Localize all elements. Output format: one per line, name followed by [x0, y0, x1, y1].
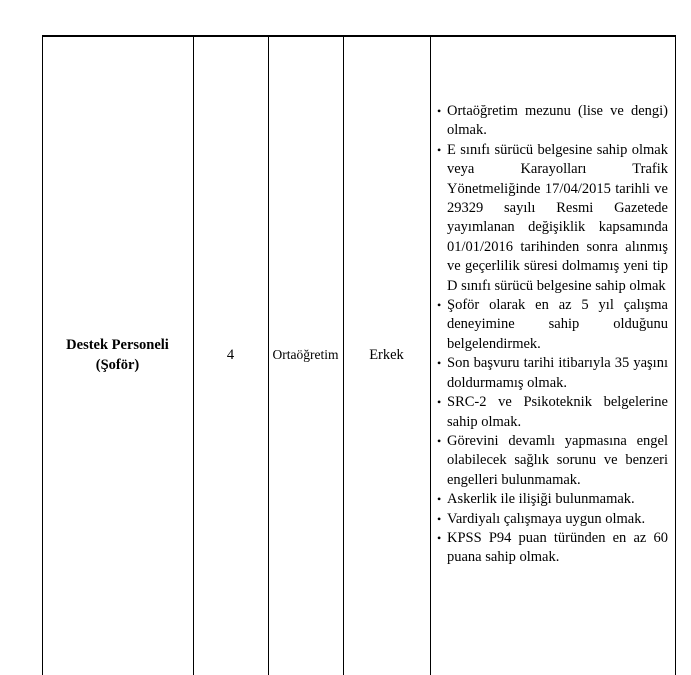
- requirement-text: Ortaöğretim mezunu (lise ve dengi) olmak.: [447, 103, 668, 139]
- bullet-icon: •: [437, 356, 442, 371]
- position-title-cell: [42, 35, 193, 675]
- position-title-line2: (Şoför): [95, 357, 140, 373]
- list-item: [438, 354, 668, 393]
- list-item: [438, 141, 668, 296]
- position-title: [66, 335, 169, 375]
- list-item: [438, 296, 668, 354]
- gender-cell: [343, 35, 430, 675]
- requirement-text: Vardiyalı çalışmaya uygun olmak.: [447, 510, 646, 527]
- requirement-text: Görevini devamlı yapmasına engel olabilecek sağlık sorunu ve benzeri engelleri bulunmamak.: [447, 432, 668, 488]
- education-cell: [268, 35, 343, 675]
- education-level: Ortaöğretim: [272, 347, 339, 362]
- requirement-text: KPSS P94 puan türünden en az 60 puana sahip olmak.: [447, 529, 668, 566]
- list-item: [438, 102, 668, 141]
- bullet-icon: •: [437, 511, 442, 526]
- requirement-text: SRC-2 ve Psikoteknik belgelerine sahip olmak.: [447, 394, 668, 430]
- column-border-right: [675, 35, 676, 675]
- bullet-icon: •: [437, 433, 442, 448]
- requirement-text: Şoför olarak en az 5 yıl çalışma deneyimine sahip olduğunu belgelendirmek.: [447, 297, 668, 352]
- bullet-icon: •: [437, 104, 442, 118]
- list-item: [438, 510, 668, 529]
- list-item: [438, 432, 668, 490]
- list-item: [438, 393, 668, 432]
- gender-value: Erkek: [369, 346, 404, 363]
- requirement-text: E sınıfı sürücü belgesine sahip olmak veya Karayolları Trafik Yönetmeliğinde 17/04/2015 tarihli ve 29329 sayılı Resmi Gazetede yayımlanan değişiklik kapsamında 01/01/2016 tarihinden sonra alınmış ve geçerlilik süresi dolmamış yeni tip D sınıfı sürücü belgesine sahip olmak: [447, 141, 668, 294]
- requirement-text: Askerlik ile ilişiği bulunmamak.: [447, 491, 635, 508]
- column-border-4: [430, 35, 431, 675]
- bullet-icon: •: [437, 142, 442, 157]
- list-item: [438, 490, 668, 509]
- bullet-icon: •: [437, 492, 442, 507]
- bullet-icon: •: [437, 395, 442, 410]
- position-count: 4: [226, 346, 235, 363]
- bullet-icon: •: [437, 530, 442, 545]
- requirements-list: [438, 102, 668, 568]
- requirement-text: Son başvuru tarihi itibarıyla 35 yaşını doldurmamış olmak.: [447, 355, 668, 391]
- bullet-icon: •: [437, 298, 442, 313]
- list-item: [438, 529, 668, 568]
- count-cell: [193, 35, 268, 675]
- position-title-line1: Destek Personeli: [66, 337, 169, 353]
